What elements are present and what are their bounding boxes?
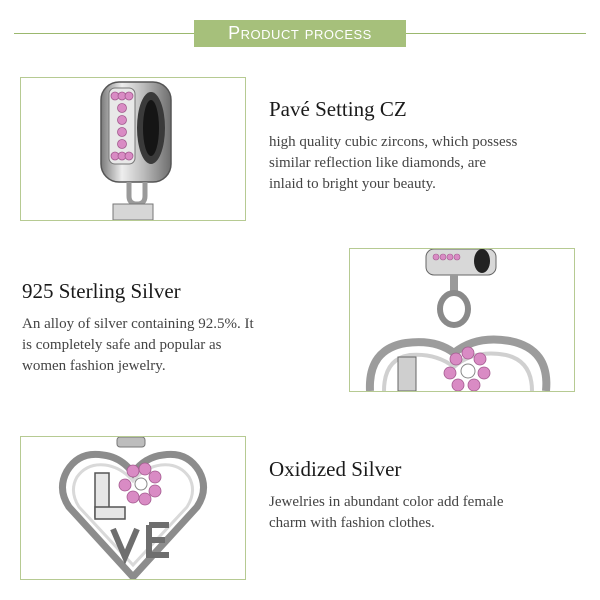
header-divider-left (14, 33, 194, 34)
section-header: Product process (194, 20, 406, 47)
heart-pendant-partial-illustration (350, 249, 574, 391)
product-image-oxidized-silver (20, 436, 246, 580)
charm-bead-closeup-illustration (21, 78, 245, 220)
feature-description (269, 492, 589, 534)
description-line: women fashion jewelry. (22, 358, 166, 374)
feature-pave-setting (269, 97, 589, 195)
product-image-pave-setting (20, 77, 246, 221)
feature-title: Pavé Setting CZ (269, 97, 407, 121)
header-divider-right (406, 33, 586, 34)
feature-title: 925 Sterling Silver (22, 279, 181, 303)
description-line: charm with fashion clothes. (269, 515, 435, 531)
feature-oxidized-silver (269, 457, 589, 534)
description-line: high quality cubic zircons, which possess (269, 134, 518, 150)
product-image-sterling-silver (349, 248, 575, 392)
feature-description (22, 314, 332, 377)
description-line: Jewelries in abundant color add female (269, 494, 504, 510)
description-line: An alloy of silver containing 92.5%. It (22, 316, 254, 332)
feature-sterling-silver (22, 279, 332, 377)
description-line: inlaid to bright your beauty. (269, 176, 436, 192)
feature-title: Oxidized Silver (269, 457, 402, 481)
description-line: is completely safe and popular as (22, 337, 222, 353)
feature-description (269, 132, 589, 195)
love-heart-pendant-illustration (21, 437, 245, 579)
description-line: similar reflection like diamonds, are (269, 155, 487, 171)
